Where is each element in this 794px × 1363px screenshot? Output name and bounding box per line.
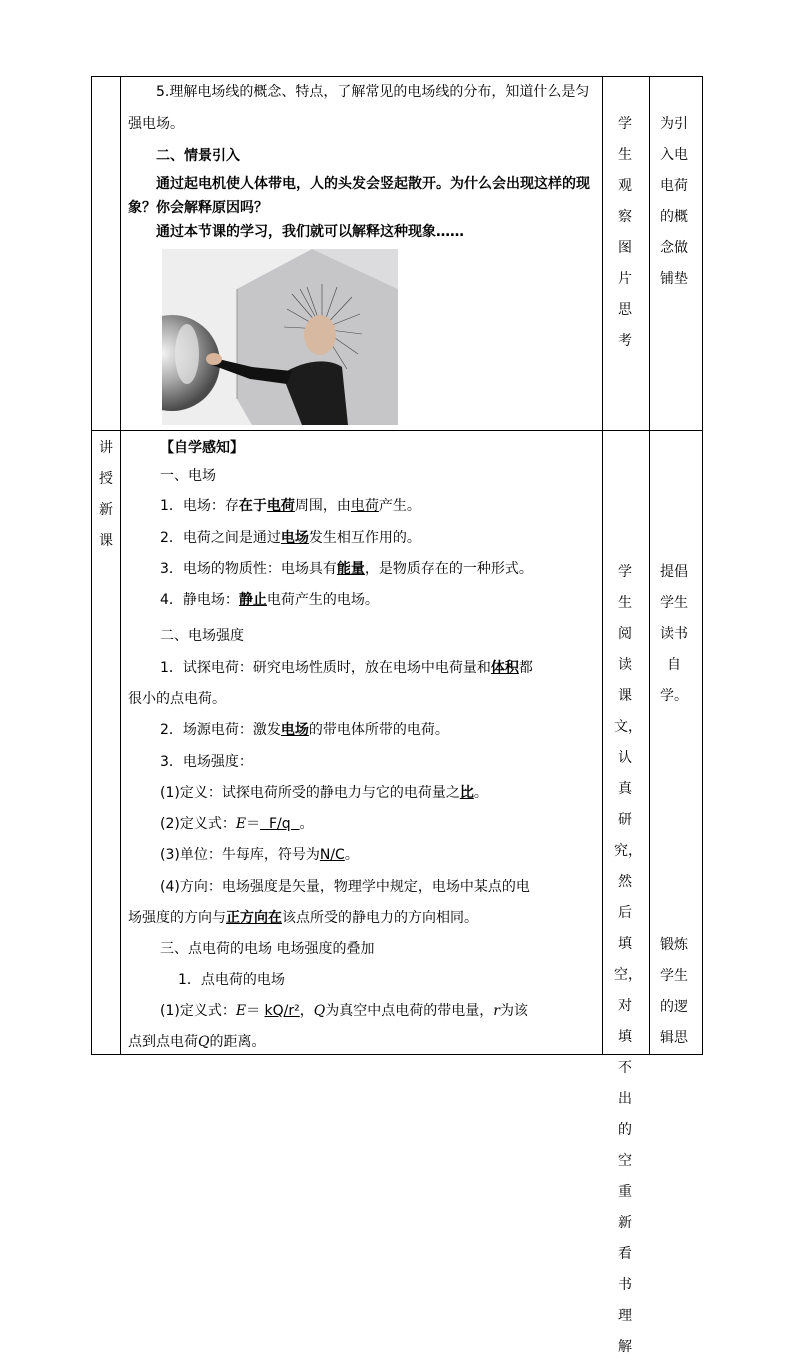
activity-text: 课 xyxy=(618,688,632,704)
activity-text: 重新 xyxy=(618,1184,632,1231)
scenario-text: 通过起电机使人体带电，人的头发会竖起散开。为什么会出现这样的现 xyxy=(156,176,590,192)
definition-line: 2．场源电荷：激发电场的带电体所带的电荷。 xyxy=(160,722,449,738)
scenario-text-cont: 象？你会解释原因吗？ xyxy=(128,200,268,216)
formula-line: (2)定义式：E＝ F/q 。 xyxy=(160,816,314,832)
intent-text: 为引 xyxy=(660,116,688,132)
label-char: 授 xyxy=(99,471,113,487)
formula-line-cont: 点到点电荷Q的距离。 xyxy=(128,1034,266,1050)
intent-text: 辑思 xyxy=(660,1030,688,1046)
activity-text: 学生 xyxy=(618,564,632,611)
activity-text: 认真 xyxy=(618,750,632,797)
column-divider xyxy=(649,77,650,1054)
activity-text: 观察 xyxy=(618,178,632,225)
section-title: 三、点电荷的电场 电场强度的叠加 xyxy=(160,941,375,957)
column-divider xyxy=(120,77,121,1054)
definition-line: 3．电场强度： xyxy=(160,754,253,770)
label-char: 讲 xyxy=(99,440,113,456)
intent-text: 提倡 xyxy=(660,564,688,580)
scenario-followup: 通过本节课的学习，我们就可以解释这种现象…… xyxy=(156,224,464,240)
intent-text: 铺垫 xyxy=(660,271,688,287)
definition-line: 2．电荷之间是通过电场发生相互作用的。 xyxy=(160,530,421,546)
design-intent-row1 xyxy=(659,109,689,295)
label-char: 新 xyxy=(99,502,113,518)
definition-line: 4．静电场：静止电荷产生的电场。 xyxy=(160,592,379,608)
definition-line: 1．试探电荷：研究电场性质时，放在电场中电荷量和体积都 xyxy=(160,660,533,676)
intent-text: 读书 xyxy=(660,626,688,642)
activity-text: 图片 xyxy=(618,240,632,287)
subsection-title: 1．点电荷的电场 xyxy=(178,972,285,988)
hair-static-photo xyxy=(162,249,398,425)
activity-text: 对填 xyxy=(618,998,632,1045)
activity-text: 看书 xyxy=(618,1246,632,1293)
intent-text: 入电 xyxy=(660,147,688,163)
student-activity-row1 xyxy=(614,109,636,357)
section-title: 二、情景引入 xyxy=(156,148,240,164)
formula-line: (1)定义式：E＝ kQ/r²，Q为真空中点电荷的带电量，r为该 xyxy=(160,1003,528,1019)
intent-text: 自 xyxy=(667,657,681,673)
intent-text: 学生 xyxy=(660,968,688,984)
student-activity-row2 xyxy=(614,557,642,1363)
definition-line: (1)定义：试探电荷所受的静电力与它的电荷量之比。 xyxy=(160,785,488,801)
objective-line-cont: 强电场。 xyxy=(128,116,184,132)
column-divider xyxy=(602,77,603,1054)
row-divider xyxy=(92,430,702,431)
intent-text: 学。 xyxy=(660,688,688,704)
design-intent-row2a xyxy=(659,557,689,712)
objective-line: 5.理解电场线的概念、特点，了解常见的电场线的分布，知道什么是匀 xyxy=(156,84,590,100)
label-char: 课 xyxy=(99,533,113,549)
activity-text: 究， xyxy=(614,843,642,859)
section-title: 一、电场 xyxy=(160,468,216,484)
definition-line: 1．电场：存在于电荷周围，由电荷产生。 xyxy=(160,498,421,514)
intent-text: 学生 xyxy=(660,595,688,611)
activity-text: 研 xyxy=(618,812,632,828)
section-label-new-lesson xyxy=(95,433,117,557)
activity-text: 学生 xyxy=(618,116,632,163)
lesson-plan-table xyxy=(91,76,703,1355)
intent-text: 的概 xyxy=(660,209,688,225)
self-study-heading: 【自学感知】 xyxy=(160,440,244,456)
activity-text: 不出 xyxy=(618,1060,632,1107)
intent-text: 的逻 xyxy=(660,999,688,1015)
intent-text: 锻炼 xyxy=(660,937,688,953)
definition-line: (3)单位：牛每库，符号为N/C。 xyxy=(160,847,359,863)
section-title: 二、电场强度 xyxy=(160,628,244,644)
activity-text: 思考 xyxy=(618,302,632,349)
activity-text: 理解 xyxy=(618,1308,632,1355)
activity-text: 阅读 xyxy=(618,626,632,673)
definition-line: (4)方向：电场强度是矢量，物理学中规定，电场中某点的电 xyxy=(160,879,530,895)
intent-text: 电荷 xyxy=(660,178,688,194)
activity-text: 空， xyxy=(614,967,642,983)
activity-text: 文， xyxy=(614,719,642,735)
definition-line-cont: 很小的点电荷。 xyxy=(128,691,226,707)
intent-text: 念做 xyxy=(660,240,688,256)
row2-content xyxy=(128,433,598,1053)
activity-text: 填 xyxy=(618,936,632,952)
activity-text: 然后 xyxy=(618,874,632,921)
definition-line-cont: 场强度的方向与正方向在该点所受的静电力的方向相同。 xyxy=(128,910,478,926)
design-intent-row2b xyxy=(659,930,689,1054)
activity-text: 的空 xyxy=(618,1122,632,1169)
definition-line: 3．电场的物质性：电场具有能量，是物质存在的一种形式。 xyxy=(160,561,533,577)
